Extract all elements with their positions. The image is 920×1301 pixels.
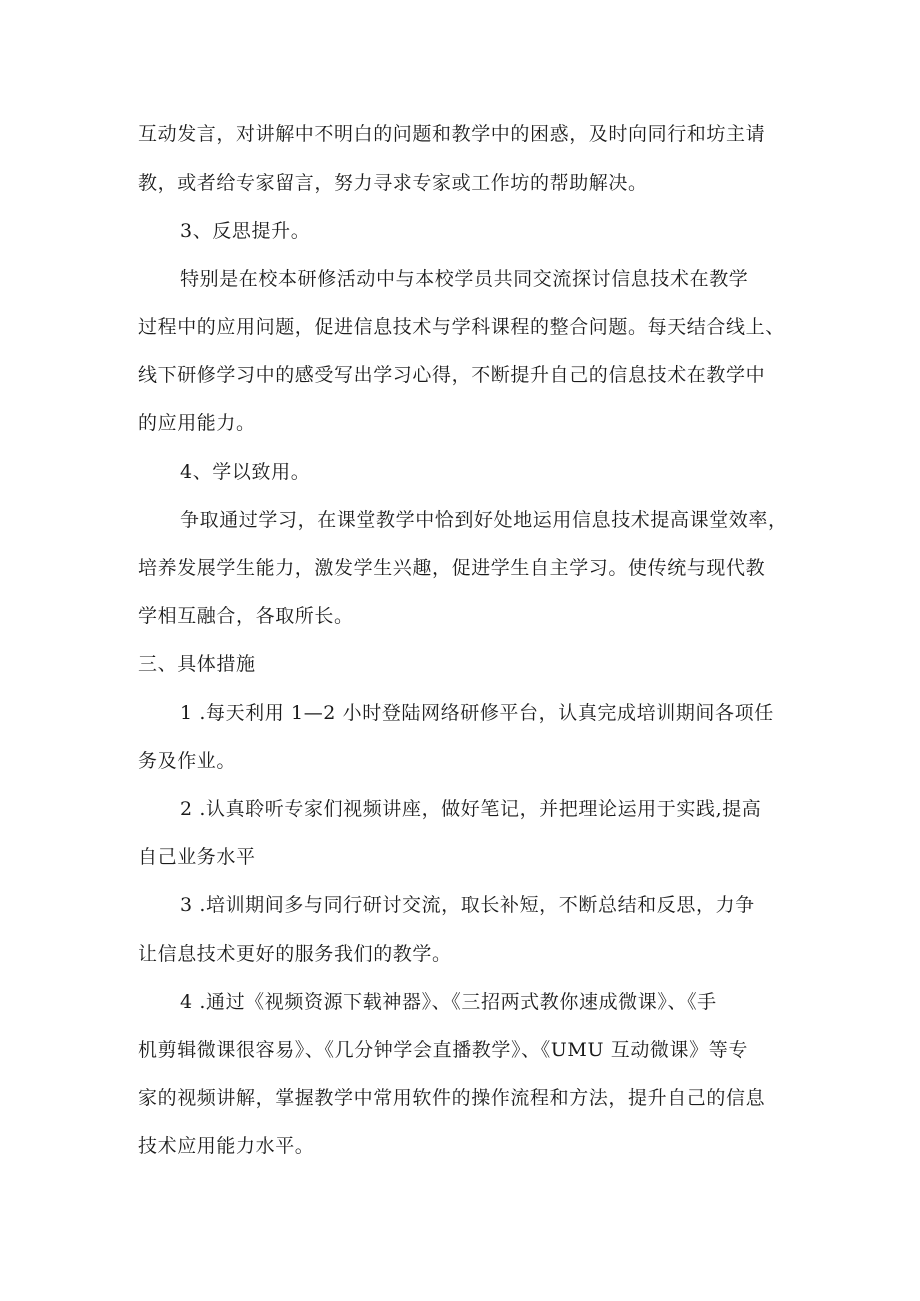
section-heading: 三、具体措施	[138, 653, 256, 675]
paragraph-line: 线下研修学习中的感受写出学习心得，不断提升自己的信息技术在教学中	[138, 364, 766, 386]
paragraph-line: 争取通过学习，在课堂教学中恰到好处地运用信息技术提高课堂效率，	[180, 509, 788, 531]
paragraph-line: 特别是在校本研修活动中与本校学员共同交流探讨信息技术在教学	[180, 268, 749, 290]
paragraph-line: 过程中的应用问题，促进信息技术与学科课程的整合问题。每天结合线上、	[138, 316, 785, 338]
list-item-line: 1 .每天利用 1—2 小时登陆网络研修平台，认真完成培训期间各项任	[180, 702, 774, 724]
section-heading: 4、学以致用。	[180, 461, 311, 483]
list-item-line: 机剪辑微课很容易》、《几分钟学会直播教学》、《UMU 互动微课》等专	[138, 1039, 748, 1061]
paragraph-line: 学相互融合，各取所长。	[138, 605, 354, 627]
paragraph-line: 的应用能力。	[138, 412, 256, 434]
list-item-line: 自己业务水平	[138, 846, 256, 868]
paragraph-line: 教，或者给专家留言，努力寻求专家或工作坊的帮助解决。	[138, 172, 648, 194]
list-item-line: 让信息技术更好的服务我们的教学。	[138, 943, 452, 965]
list-item-line: 务及作业。	[138, 750, 237, 772]
list-item-line: 2 .认真聆听专家们视频讲座，做好笔记，并把理论运用于实践,提高	[180, 798, 762, 820]
paragraph-line: 培养发展学生能力，激发学生兴趣，促进学生自主学习。使传统与现代教	[138, 557, 766, 579]
list-item-line: 技术应用能力水平。	[138, 1135, 315, 1157]
list-item-line: 家的视频讲解，掌握教学中常用软件的操作流程和方法，提升自己的信息	[138, 1087, 766, 1109]
list-item-line: 3 .培训期间多与同行研讨交流，取长补短，不断总结和反思，力争	[180, 894, 755, 916]
section-heading: 3、反思提升。	[180, 220, 311, 242]
paragraph-line: 互动发言，对讲解中不明白的问题和教学中的困惑，及时向同行和坊主请	[138, 123, 766, 145]
list-item-line: 4 .通过《视频资源下载神器》、《三招两式教你速成微课》、《手	[180, 991, 717, 1013]
